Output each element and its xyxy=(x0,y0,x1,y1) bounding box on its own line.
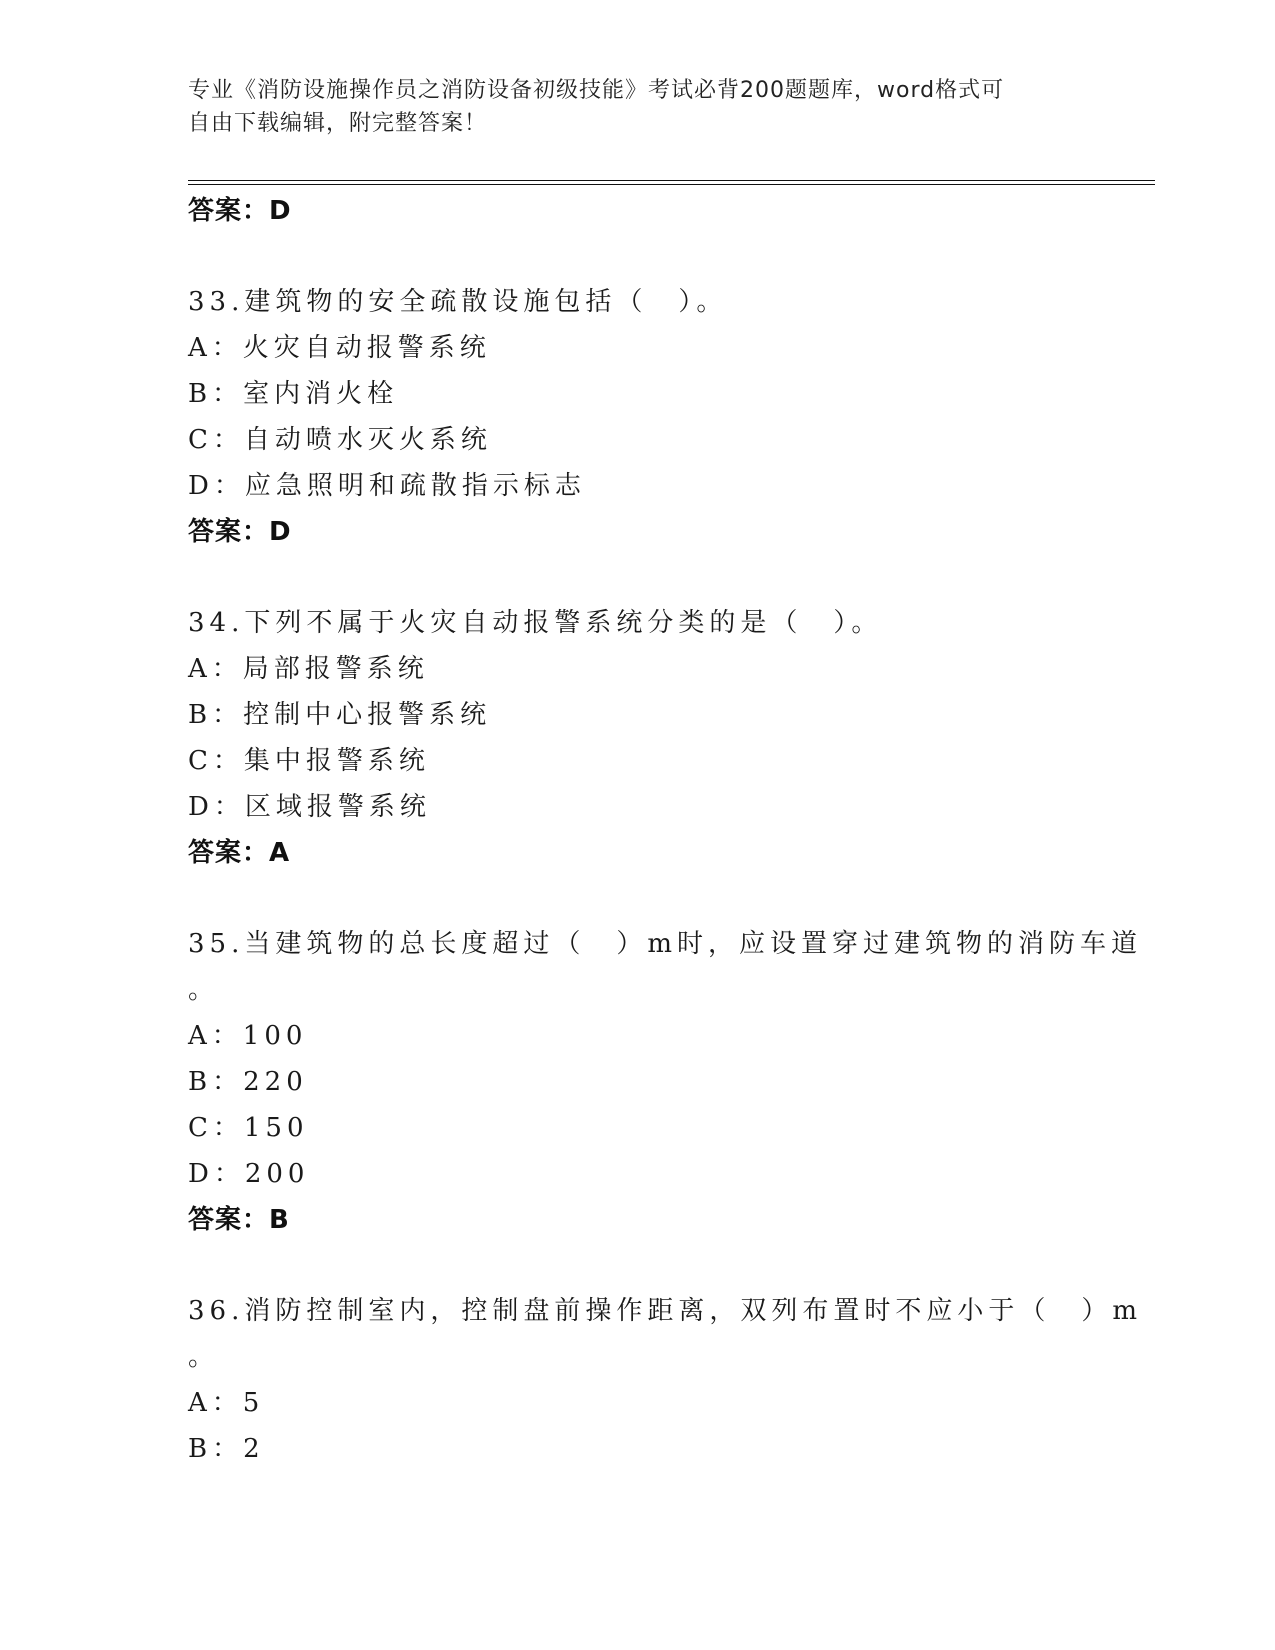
option-d: D：200 xyxy=(188,1159,310,1189)
question-stem: 33.建筑物的安全疏散设施包括（ ）。 xyxy=(188,287,728,317)
question-block xyxy=(188,921,1148,1243)
option-a: A：5 xyxy=(188,1388,265,1418)
option-c: C：150 xyxy=(188,1113,309,1143)
option-c: C：自动喷水灭火系统 xyxy=(188,425,492,455)
option-b: B：2 xyxy=(188,1434,265,1464)
answer-line: 答案：B xyxy=(188,1205,290,1235)
option-a: A：火灾自动报警系统 xyxy=(188,333,491,363)
option-b: B：控制中心报警系统 xyxy=(188,700,492,730)
question-text xyxy=(188,279,1148,325)
question-block xyxy=(188,279,1148,555)
question-block xyxy=(188,1288,1148,1472)
question-block xyxy=(188,600,1148,876)
question-stem: 35.当建筑物的总长度超过（ ）m时，应设置穿过建筑物的消防车道 xyxy=(188,929,1143,959)
answer-line: 答案：A xyxy=(188,838,291,868)
spacer xyxy=(188,1243,1148,1288)
option-a: A：100 xyxy=(188,1021,308,1051)
question-text xyxy=(188,1288,1148,1380)
spacer xyxy=(188,234,1148,279)
spacer xyxy=(188,555,1148,600)
answer-line: 答案：D xyxy=(188,196,292,226)
question-stem: 36.消防控制室内，控制盘前操作距离，双列布置时不应小于（ ）m xyxy=(188,1296,1143,1326)
option-d: D：区域报警系统 xyxy=(188,792,431,822)
spacer xyxy=(188,876,1148,921)
option-d: D：应急照明和疏散指示标志 xyxy=(188,471,586,501)
question-text xyxy=(188,921,1148,1013)
option-b: B：室内消火栓 xyxy=(188,379,399,409)
option-a: A：局部报警系统 xyxy=(188,654,429,684)
option-b: B：220 xyxy=(188,1067,308,1097)
header-line-2: 自由下载编辑，附完整答案！ xyxy=(188,111,488,136)
question-continuation: 。 xyxy=(188,1342,220,1372)
question-continuation: 。 xyxy=(188,975,220,1005)
header-divider xyxy=(188,180,1155,185)
question-stem: 34.下列不属于火灾自动报警系统分类的是（ ）。 xyxy=(188,608,883,638)
option-c: C：集中报警系统 xyxy=(188,746,430,776)
header-line-1: 专业《消防设施操作员之消防设备初级技能》考试必背200题题库，word格式可 xyxy=(188,78,1005,103)
question-text xyxy=(188,600,1148,646)
answer-line: 答案：D xyxy=(188,517,292,547)
question-list xyxy=(188,188,1148,1472)
page-header xyxy=(188,74,1068,140)
